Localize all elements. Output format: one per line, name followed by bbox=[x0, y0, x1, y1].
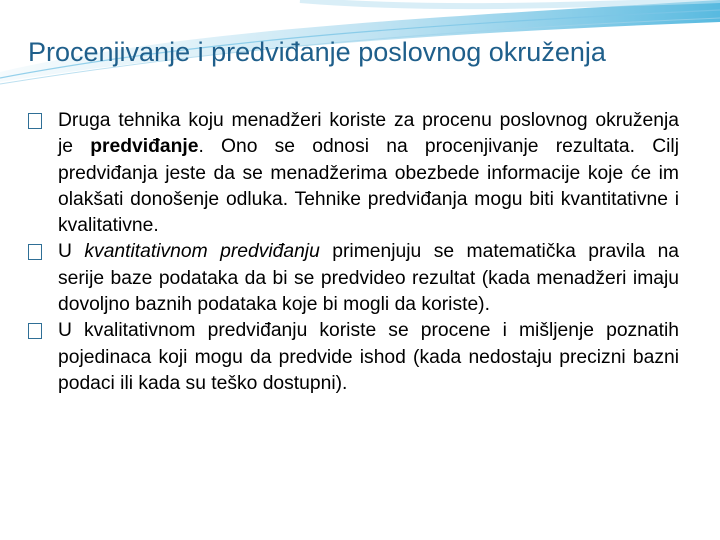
bullet-text: U bbox=[58, 241, 85, 263]
bullet-text: U kvalitativnom predviđanju koriste se procene i mišljenje poznatih pojedinaca koji mogu da predvide ishod (kada nedostaju precizni bazni podaci ili kada su teško dostupni). bbox=[58, 320, 679, 394]
bullet-italic-term: kvantitativnom predviđanju bbox=[84, 241, 320, 263]
bullet-item bbox=[28, 108, 679, 239]
square-bullet-icon bbox=[28, 113, 42, 129]
bullet-text: primenjuju se matematička pravila na serije baze podataka da bi se predvideo rezultat (kada menadžeri imaju dovoljno baznih podataka koje bi mogli da koriste). bbox=[58, 241, 680, 316]
square-bullet-icon bbox=[28, 323, 42, 339]
bullet-item bbox=[28, 239, 679, 318]
slide-title: Procenjivanje i predviđanje poslovnog okruženja bbox=[28, 37, 606, 67]
bullet-list bbox=[28, 108, 679, 397]
square-bullet-icon bbox=[28, 244, 42, 260]
bullet-bold-term: predviđanje bbox=[90, 136, 199, 158]
bullet-item bbox=[28, 318, 679, 397]
bullet-text: . Ono se odnosi na procenjivanje rezultata. Cilj predviđanja jeste da se menadžerima obezbede informacije koje će im olakšati donošenje odluka. Tehnike predviđanja mogu biti kvantitativne i kvalitativne. bbox=[58, 136, 679, 237]
bullet-text: Druga tehnika koju menadžeri koriste za procenu poslovnog okruženja je bbox=[58, 110, 679, 158]
